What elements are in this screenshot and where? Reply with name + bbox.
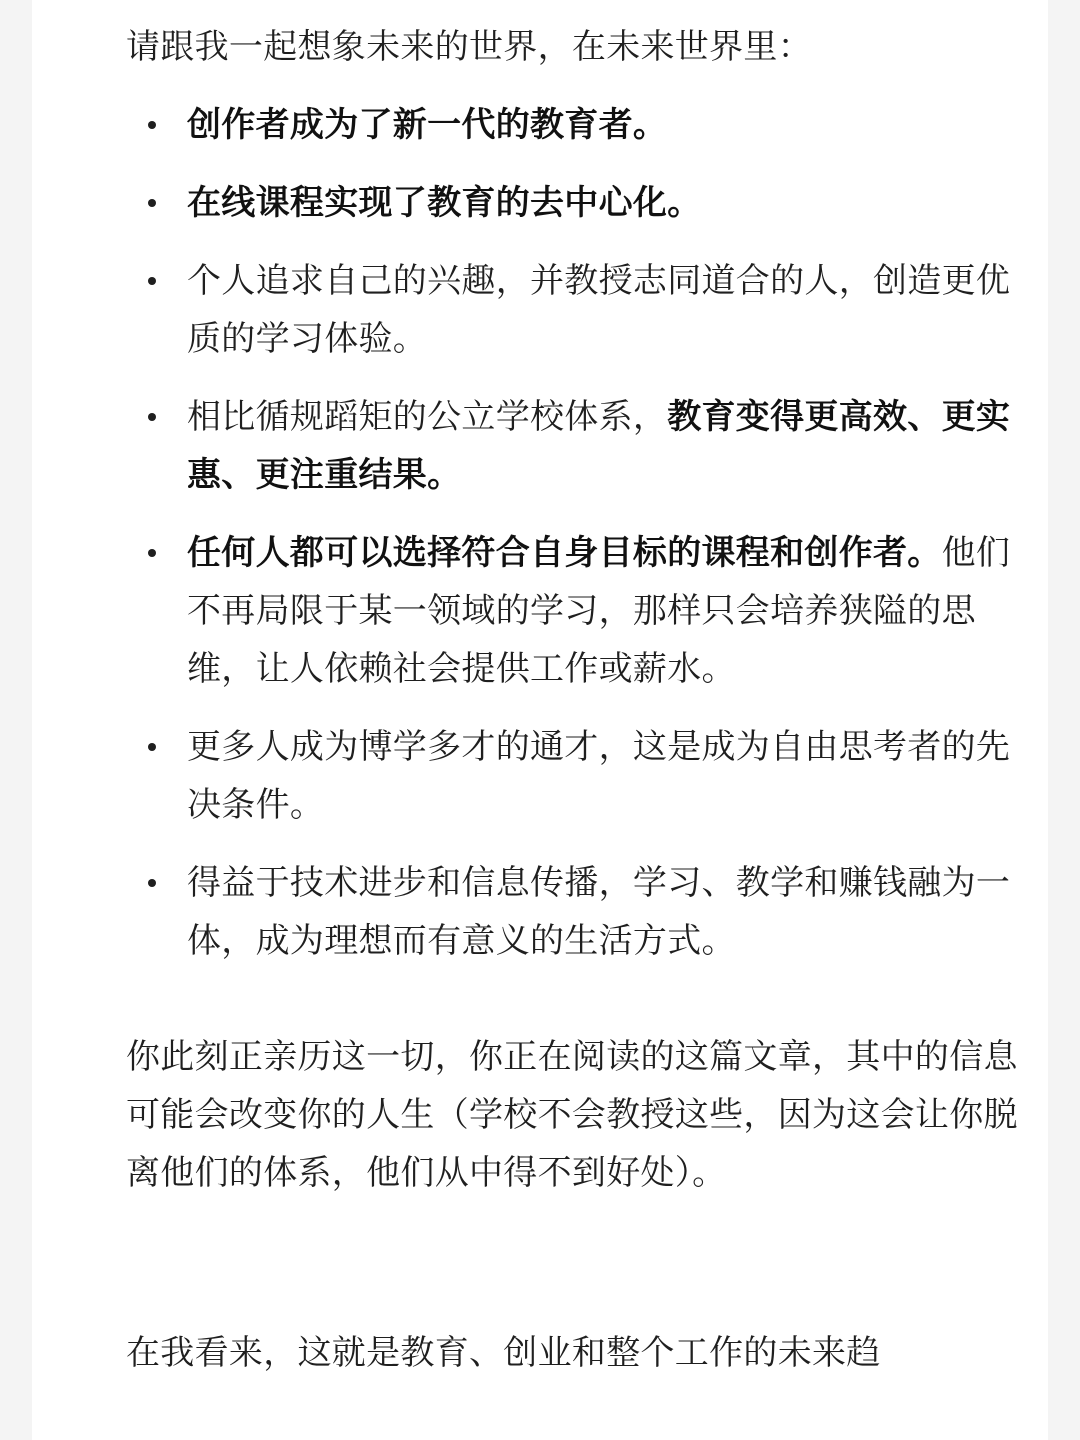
list-item-text: [187, 854, 1026, 970]
list-item: [126, 388, 1026, 504]
list-item-text: [187, 388, 1026, 504]
list-item: [126, 96, 1026, 154]
normal-text: 得益于技术进步和信息传播，学习、教学和赚钱融为一体，成为理想而有意义的生活方式。: [187, 863, 1011, 961]
bold-text: 创作者成为了新一代的教育者。: [187, 105, 668, 145]
bold-text: 任何人都可以选择符合自身目标的课程和创作者。: [187, 533, 942, 573]
bullet-icon: [148, 121, 156, 129]
list-item: [126, 854, 1026, 970]
bold-text: 在线课程实现了教育的去中心化。: [187, 183, 702, 223]
list-item-text: [187, 174, 1026, 232]
list-item: [126, 524, 1026, 698]
normal-text: 个人追求自己的兴趣，并教授志同道合的人，创造更优质的学习体验。: [187, 261, 1011, 359]
bullet-icon: [148, 549, 156, 557]
list-item-text: [187, 718, 1026, 834]
normal-text: 他们不再局限于某一领域的学习，那样只会培养狭隘的思维，让人依赖社会提供工作或薪水。: [187, 533, 1011, 689]
bold-text: 教育变得更高效、更实惠、更注重结果。: [187, 397, 1011, 495]
list-item: [126, 252, 1026, 368]
article-card: [32, 0, 1048, 1440]
future-world-list: [126, 96, 1026, 970]
intro-paragraph: 请跟我一起想象未来的世界，在未来世界里：: [126, 27, 812, 67]
list-item-text: [187, 252, 1026, 368]
article-body: [126, 18, 1026, 1382]
bullet-icon: [148, 413, 156, 421]
list-item-text: [187, 524, 1026, 698]
normal-text: 更多人成为博学多才的通才，这是成为自由思考者的先决条件。: [187, 727, 1011, 825]
bullet-icon: [148, 199, 156, 207]
bullet-icon: [148, 277, 156, 285]
bullet-icon: [148, 879, 156, 887]
list-item-text: [187, 96, 1026, 154]
bullet-icon: [148, 743, 156, 751]
future-paragraph: 在我看来，这就是教育、创业和整个工作的未来趋: [126, 1333, 881, 1373]
experience-paragraph: 你此刻正亲历这一切，你正在阅读的这篇文章，其中的信息可能会改变你的人生（学校不会教授这些，因为这会让你脱离他们的体系，他们从中得不到好处）。: [126, 1037, 1018, 1193]
list-item: [126, 174, 1026, 232]
list-item: [126, 718, 1026, 834]
normal-text: 相比循规蹈矩的公立学校体系，: [187, 397, 668, 437]
